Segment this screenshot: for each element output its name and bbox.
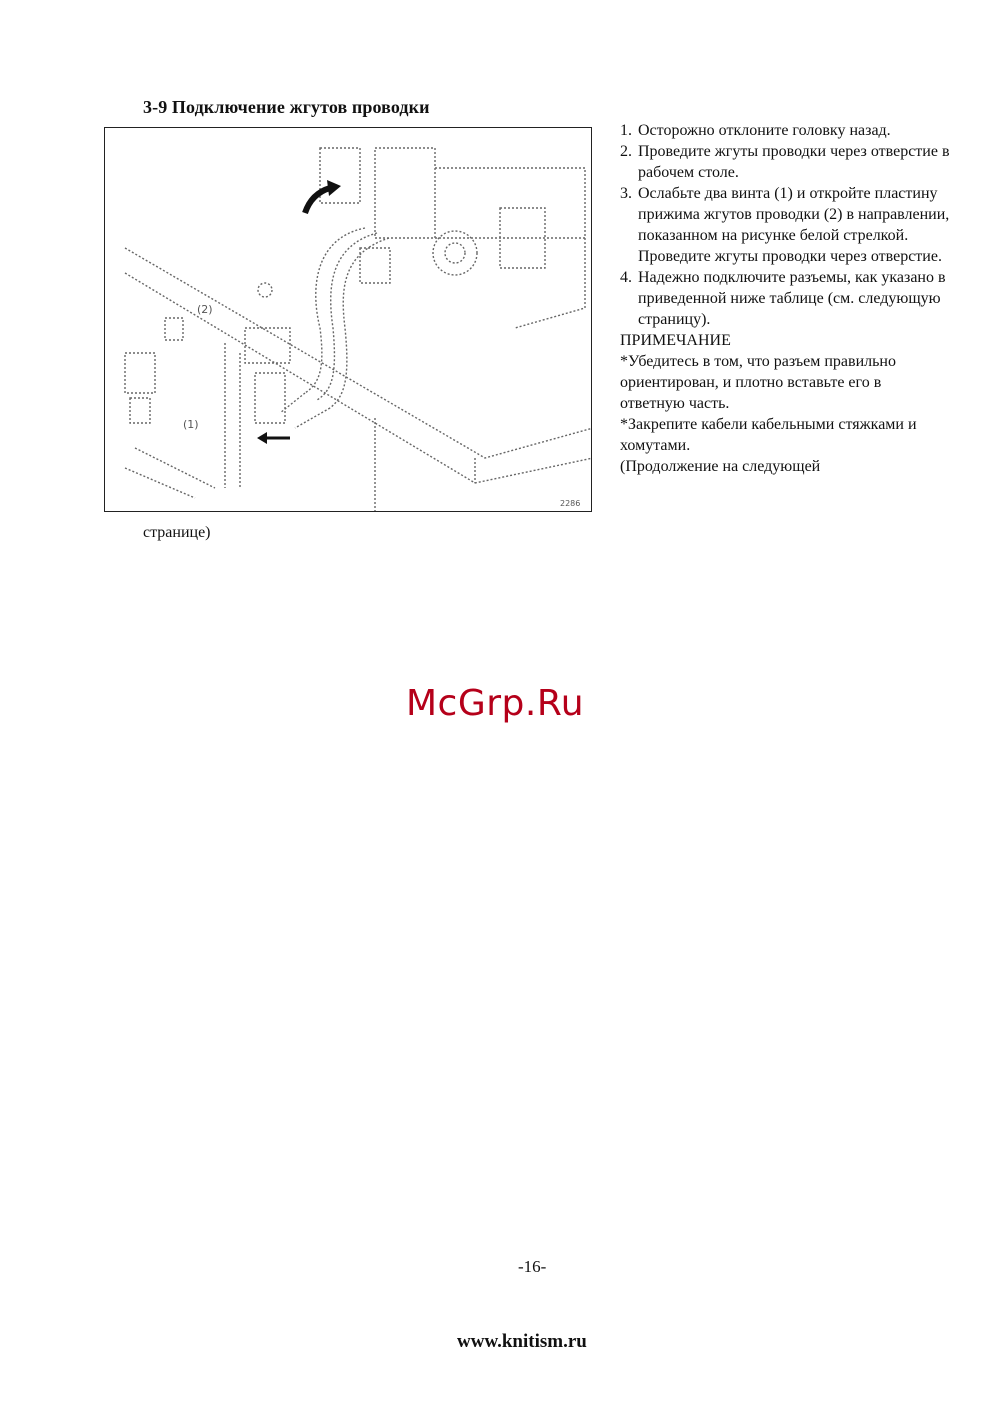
instructions [620,120,950,477]
note-line: *Убедитесь в том, что разъем правильно ориентирован, и плотно вставьте его в ответную часть. [620,353,896,412]
step-3 [620,183,950,267]
step-text: Ослабьте два винта (1) и откройте пластину прижима жгутов проводки (2) в направлении, показанном на рисунке белой стрелкой. Проведите жгуты проводки через отверстие. [638,185,950,265]
note-line: *Закрепите кабели кабельными стяжками и хомутами. [620,416,917,454]
step-1 [620,120,950,141]
step-2 [620,141,950,183]
step-text: Надежно подключите разъемы, как указано в приведенной ниже таблице (см. следующую страницу). [638,269,946,328]
step-text: Проведите жгуты проводки через отверстие в рабочем столе. [638,143,950,181]
page-number: -16- [518,1257,547,1276]
step-number: 4. [620,269,632,286]
step-number: 2. [620,143,632,160]
continuation-text: странице) [143,524,211,541]
step-number: 1. [620,122,632,139]
callout-1: (1) [183,418,199,431]
step-text: Осторожно отклоните головку назад. [638,122,891,139]
watermark: McGrp.Ru [406,683,585,724]
step-4 [620,267,950,330]
wiring-diagram [105,128,592,512]
figure-code: 2286 [560,499,581,508]
note-continued: (Продолжение на следующей [620,458,821,475]
wiring-illustration [104,127,592,512]
step-number: 3. [620,185,632,202]
callout-2: (2) [197,303,213,316]
footer-link[interactable]: www.knitism.ru [457,1331,587,1352]
note-title: ПРИМЕЧАНИЕ [620,332,731,349]
section-heading: 3-9 Подключение жгутов проводки [143,97,430,117]
